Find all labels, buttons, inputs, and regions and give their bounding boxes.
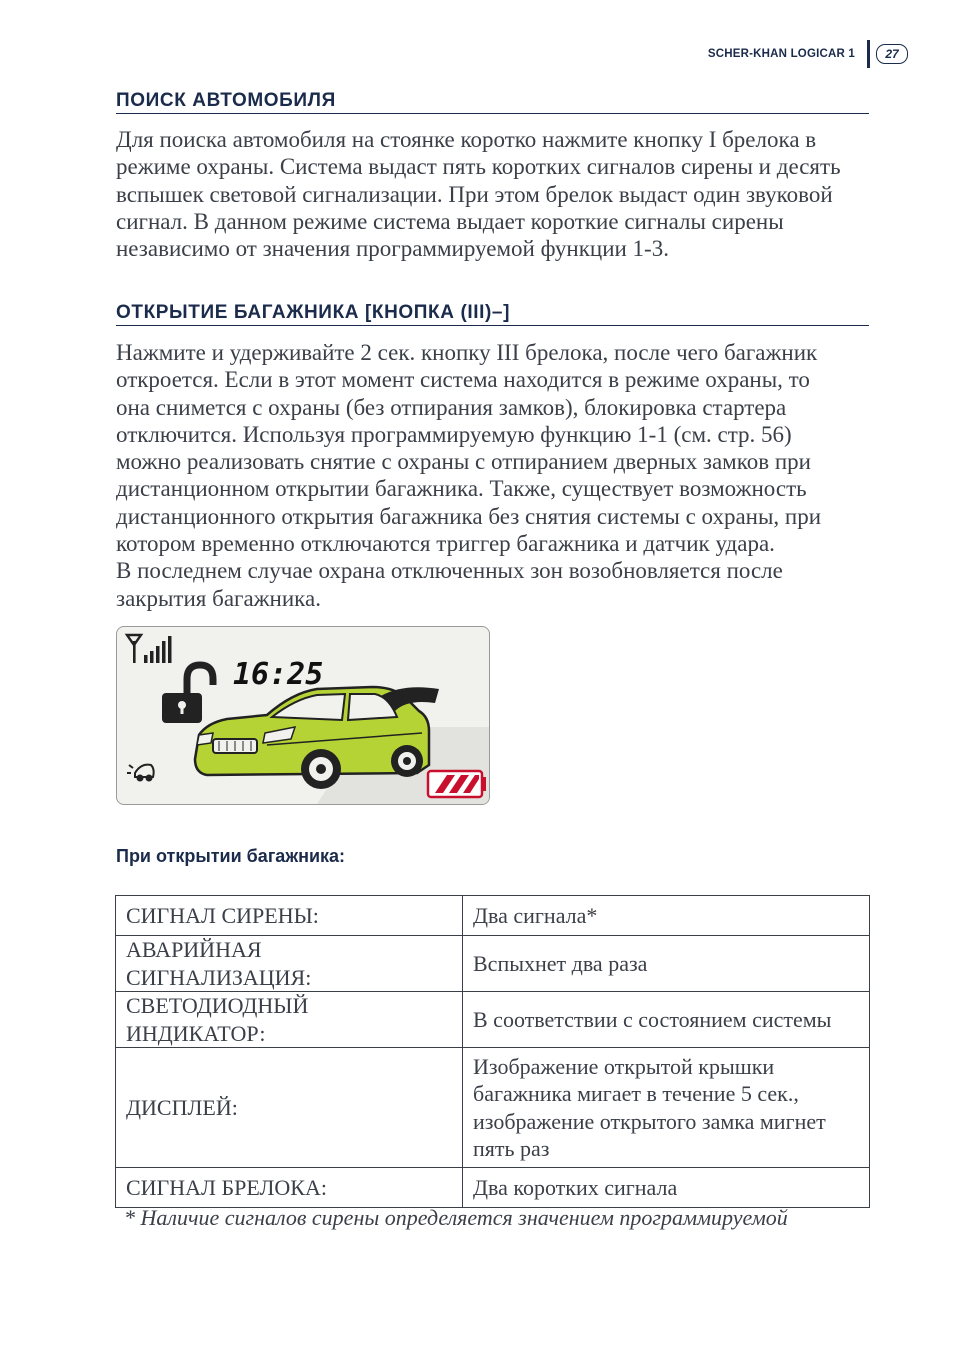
- table-row: [116, 1048, 870, 1168]
- text-line: она снимется с охраны (без отпирания замков), блокировка стартера: [116, 394, 787, 420]
- trunk-open-signals-table: [115, 895, 870, 1208]
- row-value: [463, 1048, 870, 1168]
- text-line: закрытия багажника.: [116, 585, 321, 611]
- battery-icon: [428, 771, 486, 797]
- header-divider: [867, 40, 870, 68]
- row-label: ДИСПЛЕЙ:: [116, 1048, 463, 1168]
- value-line: багажника мигает в течение 5 сек.,: [473, 1081, 799, 1106]
- brand-name: SCHER-KHAN LOGICAR 1: [707, 48, 855, 60]
- text-line: Нажмите и удерживайте 2 сек. кнопку III брелока, после чего багажник: [116, 340, 818, 365]
- value-line: Изображение открытой крышки: [473, 1053, 775, 1079]
- value-line: изображение открытого замка мигнет: [473, 1108, 826, 1134]
- row-label: СИГНАЛ БРЕЛОКА:: [116, 1168, 463, 1208]
- table-row: [116, 992, 870, 1048]
- open-lock-icon: [162, 665, 213, 723]
- signal-strength-icon: [127, 635, 172, 663]
- row-label: СВЕТОДИОДНЫЙ ИНДИКАТОР:: [116, 992, 463, 1048]
- table-row: [116, 896, 870, 936]
- page-header: [708, 40, 908, 68]
- lcd-illustration: [117, 627, 489, 804]
- table-heading: При открытии багажника:: [116, 846, 346, 866]
- text-line: отключится. Используя программируемую функцию 1-1 (см. стр. 56): [116, 421, 792, 447]
- text-line: откроется. Если в этот момент система находится в режиме охраны, то: [116, 367, 810, 393]
- table-row: [116, 936, 870, 992]
- row-value: В соответствии с состоянием системы: [463, 992, 870, 1048]
- section-title-trunk-open: ОТКРЫТИЕ БАГАЖНИКА [КНОПКА (III)–]: [116, 302, 869, 326]
- siren-icon: [127, 765, 154, 781]
- row-value: Два сигнала*: [463, 896, 870, 936]
- value-line: пять раз: [473, 1136, 550, 1161]
- remote-lcd-display: [116, 626, 490, 805]
- text-line: режиме охраны. Система выдаст пять коротких сигналов сирены и десять: [116, 154, 841, 180]
- text-line: можно реализовать снятие с охраны с отпиранием дверных замков при: [116, 449, 811, 475]
- text-line: дистанционного открытия багажника без снятия системы с охраны, при: [116, 503, 822, 529]
- section-body-trunk-open: [116, 339, 876, 612]
- row-label: СИГНАЛ СИРЕНЫ:: [116, 896, 463, 936]
- text-line: вспышек световой сигнализации. При этом брелок выдаст один звуковой: [116, 181, 833, 207]
- section-title-car-search: ПОИСК АВТОМОБИЛЯ: [116, 90, 869, 114]
- page-number: 27: [876, 44, 908, 64]
- text-line: Для поиска автомобиля на стоянке коротко нажмите кнопку I брелока в: [116, 127, 817, 152]
- row-value: Вспыхнет два раза: [463, 936, 870, 992]
- text-line: дистанционном открытии багажника. Также, существует возможность: [116, 476, 807, 502]
- lcd-time: 16:25: [233, 657, 324, 692]
- row-label: АВАРИЙНАЯ СИГНАЛИЗАЦИЯ:: [116, 936, 463, 992]
- car-illustration: [195, 687, 439, 789]
- text-line: котором временно отключаются триггер багажника и датчик удара.: [116, 531, 775, 557]
- row-value: Два коротких сигнала: [463, 1168, 870, 1208]
- table-row: [116, 1168, 870, 1208]
- text-line: независимо от значения программируемой функции 1-3.: [116, 236, 669, 262]
- section-body-car-search: [116, 126, 876, 262]
- text-line: В последнем случае охрана отключенных зон возобновляется после: [116, 558, 783, 584]
- text-line: сигнал. В данном режиме система выдает короткие сигналы сирены: [116, 208, 784, 234]
- footnote: * Наличие сигналов сирены определяется значением программируемой: [124, 1205, 788, 1230]
